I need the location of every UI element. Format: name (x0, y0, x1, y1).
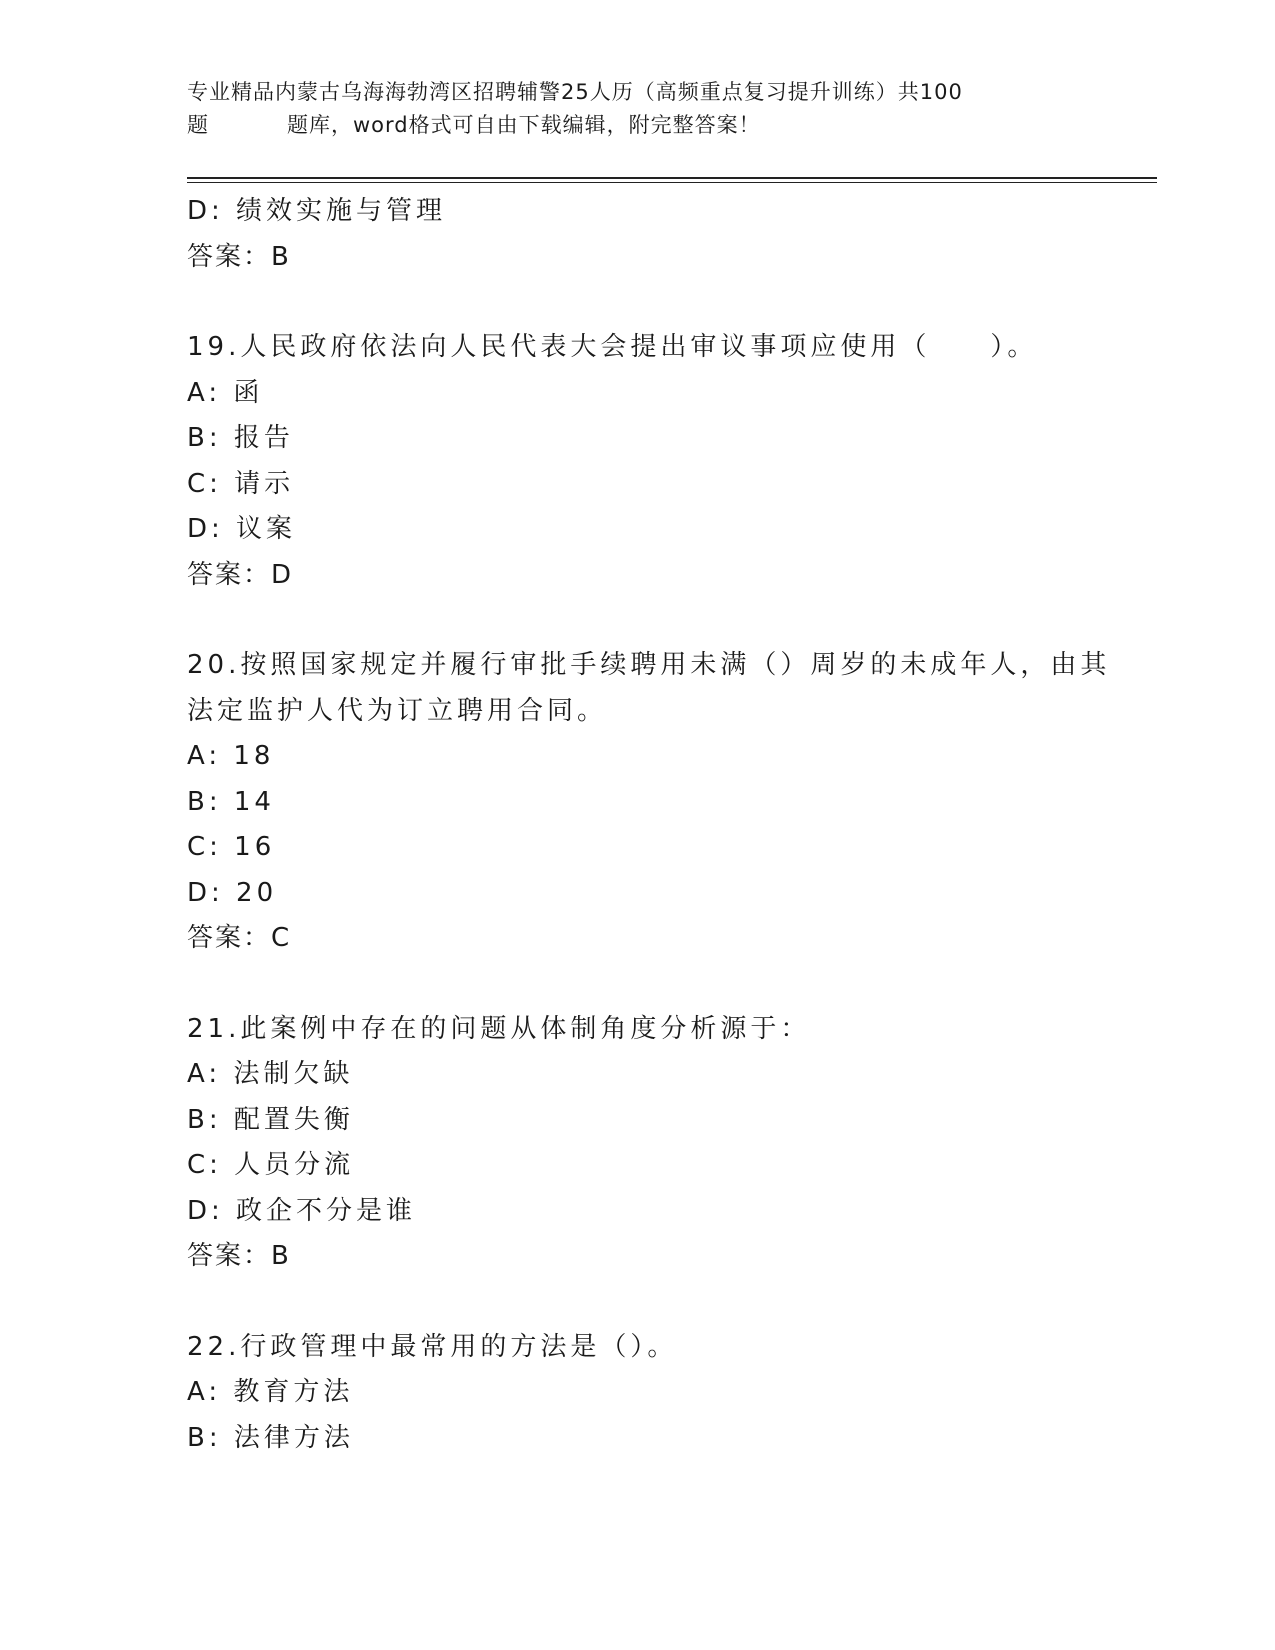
spacer (187, 1280, 1087, 1325)
question-20-answer: 答案：C (187, 923, 292, 953)
question-19-option-a: A: 函 (187, 377, 264, 408)
header-divider-thick (187, 177, 1157, 179)
prev-question-option-d: D: 绩效实施与管理 (187, 196, 447, 226)
header-title-line-2-right: 题库，word格式可自由下载编辑，附完整答案！ (287, 113, 761, 137)
question-19 (187, 325, 1087, 598)
question-22-option-b: B: 法律方法 (187, 1422, 354, 1453)
question-20-option-c: C: 16 (187, 832, 276, 862)
question-20-option-b: B: 14 (187, 786, 275, 817)
question-20-option-d: D: 20 (187, 877, 278, 908)
spacer (187, 598, 1087, 643)
header-divider-thin (187, 182, 1157, 183)
question-20 (187, 643, 1111, 962)
spacer (187, 280, 1087, 325)
question-21 (187, 1007, 1087, 1280)
prev-question-answer: 答案：B (187, 241, 291, 272)
spacer (187, 962, 1087, 1007)
question-19-text: 19.人民政府依法向人民代表大会提出审议事项应使用（ ）。 (187, 332, 1038, 362)
question-content (187, 189, 1111, 1461)
question-20-text-line-2: 法定监护人代为订立聘用合同。 (187, 695, 608, 726)
question-19-option-b: B: 报告 (187, 423, 294, 453)
question-21-option-d: D: 政企不分是谁 (187, 1195, 417, 1226)
question-19-answer: 答案：D (187, 559, 294, 590)
header-title-line-2 (187, 109, 1067, 142)
header-title-line-1: 专业精品内蒙古乌海海勃湾区招聘辅警25人历（高频重点复习提升训练）共100 (187, 80, 963, 104)
question-19-option-d: D: 议案 (187, 514, 297, 544)
question-21-text: 21.此案例中存在的问题从体制角度分析源于： (187, 1013, 811, 1044)
question-22 (187, 1325, 1087, 1462)
question-19-option-c: C: 请示 (187, 468, 295, 499)
question-21-answer: 答案：B (187, 1241, 291, 1271)
question-21-option-b: B: 配置失衡 (187, 1104, 354, 1135)
document-header (187, 76, 1067, 142)
question-22-option-a: A: 教育方法 (187, 1377, 354, 1407)
question-22-text: 22.行政管理中最常用的方法是（）。 (187, 1331, 678, 1362)
question-20-text-line-1: 20.按照国家规定并履行审批手续聘用未满（）周岁的未成年人，由其 (187, 650, 1111, 680)
question-20-option-a: A: 18 (187, 741, 275, 771)
question-21-option-a: A: 法制欠缺 (187, 1059, 354, 1089)
header-title-line-2-left: 题 (187, 113, 209, 137)
question-21-option-c: C: 人员分流 (187, 1150, 355, 1180)
